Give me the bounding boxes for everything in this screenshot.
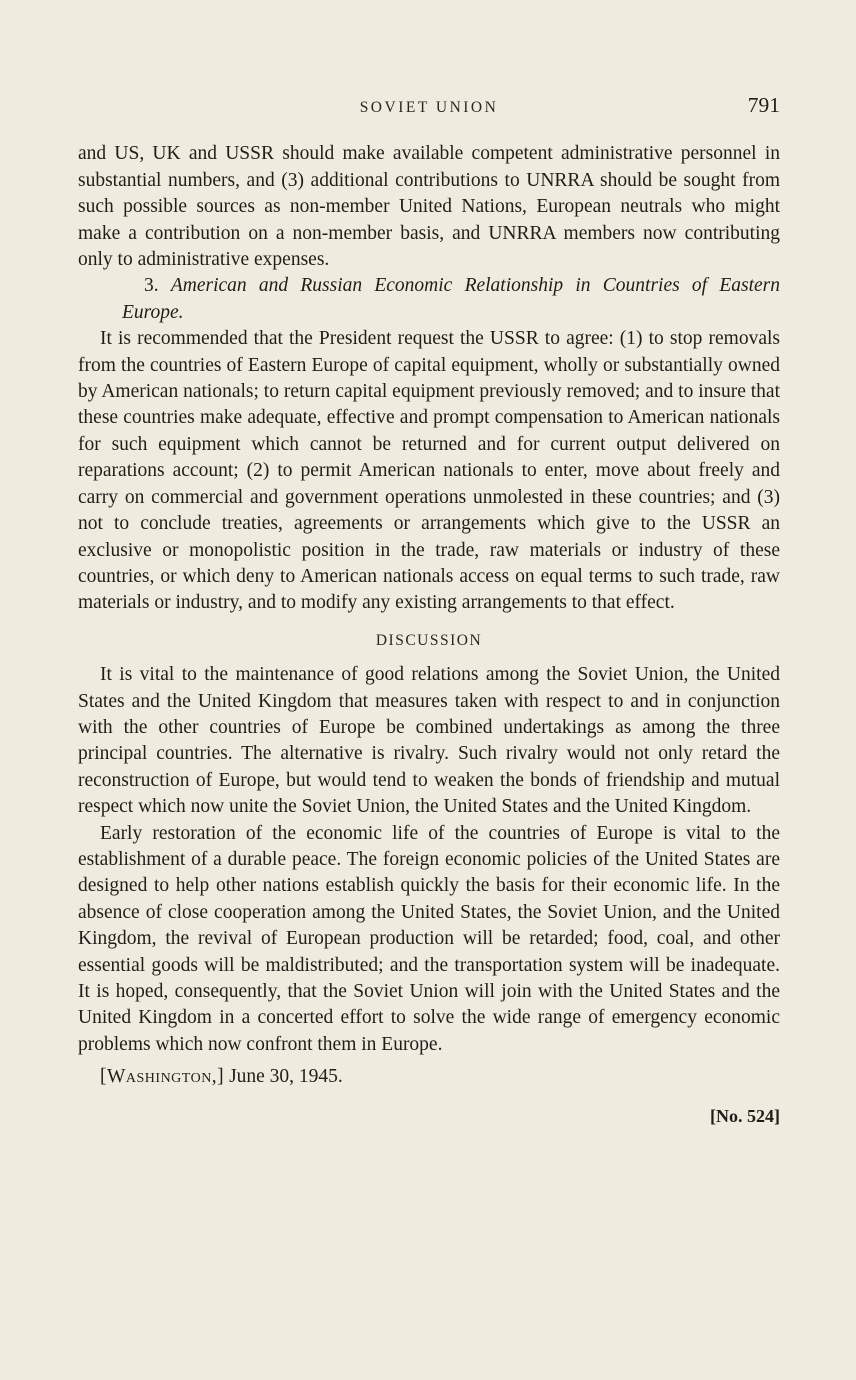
dateline-place: [Washington,]	[100, 1066, 225, 1088]
dateline-date: June 30, 1945.	[229, 1066, 343, 1088]
document-number: [No. 524]	[710, 1105, 780, 1126]
dateline	[78, 1064, 780, 1090]
continuation-paragraph: and US, UK and USSR should make available competent administrative personnel in substantial numbers, and (3) additional contributions to UNRRA should be sought from such possible sources as non-member United Nations, European neutrals who might make a contribution on a non-member basis, and UNRRA members now contributing only to administrative expenses.	[78, 143, 780, 271]
recommendation-paragraph: It is recommended that the President request the USSR to agree: (1) to stop removals from the countries of Eastern Europe of capital equipment, wholly or substantially owned by American nationals; to return capital equipment previously removed; and to insure that these countries make adequate, effective and prompt compensation to American nationals for such equipment which cannot be returned and for current output delivered on reparations account; (2) to permit American nationals to enter, move about freely and carry on commercial and government operations unmolested in these countries; and (3) not to conclude treaties, agreements or arrangements which give to the USSR an exclusive or monopolistic position in the trade, raw materials or industry of these countries, or which deny to American nationals access on equal terms to such trade, raw materials or industry, and to modify any existing arrangements to that effect.	[78, 328, 780, 614]
section-title: American and Russian Economic Relationship in Countries of Eastern Europe.	[122, 275, 780, 323]
discussion-paragraph-1: It is vital to the maintenance of good relations among the Soviet Union, the United States and the United Kingdom that measures taken with respect to and in conjunction with the other countries of Europe be combined undertakings as among the three principal countries. The alternative is rivalry. Such rivalry would not only retard the reconstruction of Europe, but would tend to weaken the bonds of friendship and mutual respect which now unite the Soviet Union, the United States and the United Kingdom.	[78, 664, 780, 818]
section-heading	[78, 273, 780, 326]
discussion-heading: DISCUSSION	[375, 631, 483, 649]
section-number: 3.	[144, 275, 159, 297]
running-title: SOVIET UNION	[359, 99, 499, 116]
page-number: 791	[747, 93, 781, 117]
discussion-paragraph-2: Early restoration of the economic life of the countries of Europe is vital to the establishment of a durable peace. The foreign economic policies of the United States are designed to help other nations establish quickly the basis for their economic life. In the absence of close cooperation among the United States, the Soviet Union, and the United Kingdom, the revival of European production will be retarded; food, coal, and other essential goods will be maldistributed; and the transportation system will be inadequate. It is hoped, consequently, that the Soviet Union will join with the United States and the United Kingdom in a concerted effort to solve the wide range of emergency economic problems which now confront them in Europe.	[78, 822, 780, 1055]
page-header	[78, 92, 780, 121]
